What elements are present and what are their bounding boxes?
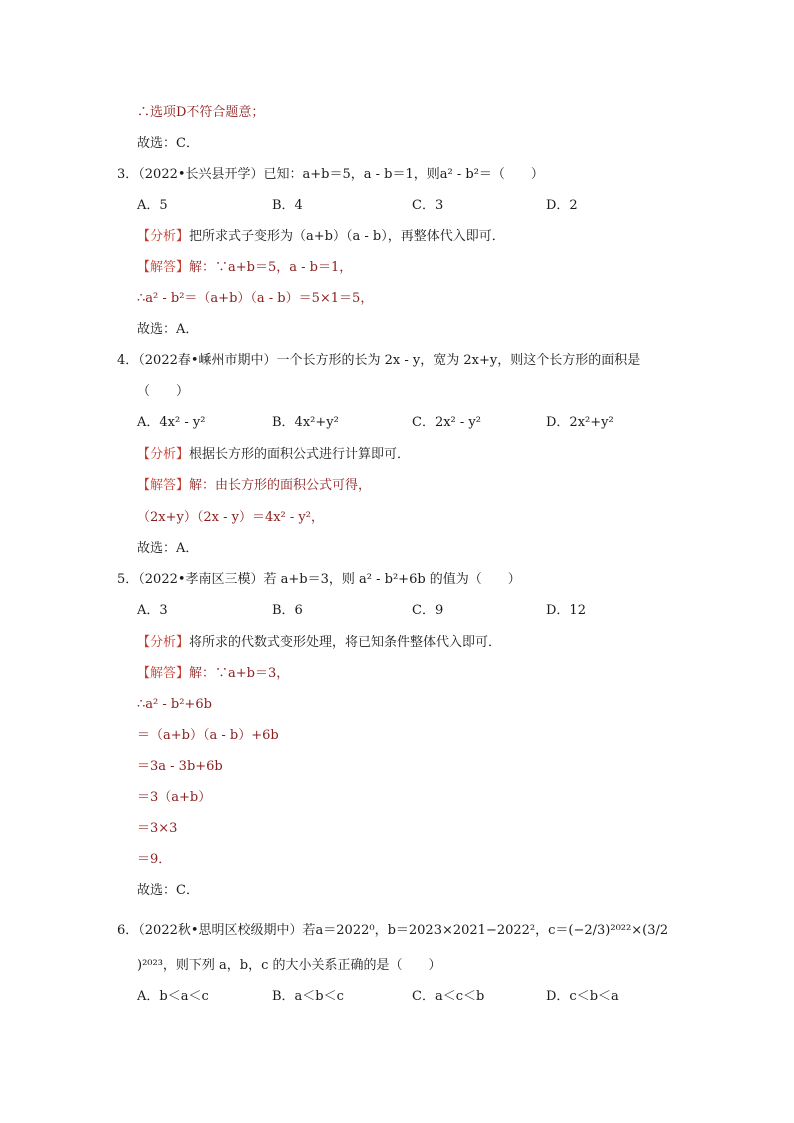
answer-line: 故选：C． xyxy=(137,883,199,898)
solution-line xyxy=(137,259,352,277)
option-d: D．12 xyxy=(546,603,586,618)
question-4-bracket: （ ） xyxy=(137,384,190,399)
solution-step: ＝（a+b）（a - b）+6b xyxy=(137,728,279,743)
question-5: 5．（2022•孝南区三模）若 a+b＝3，则 a² - b²+6b 的值为（ ） xyxy=(117,572,521,587)
answer-line: 故选：C． xyxy=(137,136,199,151)
solution-line xyxy=(137,477,371,495)
question-6-continued: )²⁰²³，则下列 a，b，c 的大小关系正确的是（ ） xyxy=(137,958,442,973)
solution-step: ＝9． xyxy=(137,852,172,867)
analysis-text: 把所求式子变形为（a+b）（a - b），再整体代入即可． xyxy=(189,229,505,244)
option-a: A．b＜a＜c xyxy=(137,989,209,1004)
option-b: B．4x²+y² xyxy=(272,415,339,430)
analysis-tag: 【分析】 xyxy=(137,447,190,462)
analysis-tag: 【分析】 xyxy=(137,635,190,650)
solution-tag: 【解答】 xyxy=(137,666,190,681)
option-d: D．2 xyxy=(546,198,578,213)
option-d: D．2x²+y² xyxy=(546,415,614,430)
option-d: D．c＜b＜a xyxy=(546,989,619,1004)
option-c: C．a＜c＜b xyxy=(412,989,485,1004)
analysis-text: 将所求的代数式变形处理，将已知条件整体代入即可． xyxy=(189,635,502,650)
analysis-line xyxy=(137,634,501,652)
analysis-line xyxy=(137,446,410,464)
analysis-line xyxy=(137,228,505,246)
solution-step: ∴a² - b²+6b xyxy=(137,697,212,712)
solution-text: 解：由长方形的面积公式可得， xyxy=(189,478,372,493)
option-b: B．4 xyxy=(272,198,303,213)
solution-step: ＝3a - 3b+6b xyxy=(137,759,223,774)
solution-text: 解：∵a+b＝5，a - b＝1， xyxy=(189,260,353,275)
solution-line xyxy=(137,665,289,683)
analysis-text: 根据长方形的面积公式进行计算即可． xyxy=(189,447,411,462)
solution-step: ∴a² - b²＝（a+b）（a - b）＝5×1＝5， xyxy=(137,291,374,306)
option-b: B．a＜b＜c xyxy=(272,989,344,1004)
analysis-tag: 【分析】 xyxy=(137,229,190,244)
option-c: C．3 xyxy=(412,198,444,213)
question-4: 4．（2022春•嵊州市期中）一个长方形的长为 2x - y，宽为 2x+y，则这个长方形的面积是 xyxy=(117,353,641,368)
solution-conclusion: ∴选项D不符合题意； xyxy=(137,105,265,120)
answer-line: 故选：A． xyxy=(137,322,199,337)
option-a: A．3 xyxy=(137,603,168,618)
option-a: A．4x² - y² xyxy=(137,415,206,430)
option-c: C．9 xyxy=(412,603,444,618)
solution-tag: 【解答】 xyxy=(137,478,190,493)
option-a: A．5 xyxy=(137,198,168,213)
solution-step: ＝3×3 xyxy=(137,821,178,836)
answer-line: 故选：A． xyxy=(137,541,199,556)
question-6: 6．（2022秋•思明区校级期中）若a＝2022⁰，b＝2023×2021−2022²，c＝(−2/3)²⁰²²×(3/2 xyxy=(117,923,669,938)
solution-step: （2x+y）（2x - y）＝4x² - y²， xyxy=(137,510,324,525)
solution-text: 解：∵a+b＝3， xyxy=(189,666,290,681)
solution-step: ＝3（a+b） xyxy=(137,790,212,805)
option-b: B．6 xyxy=(272,603,303,618)
option-c: C．2x² - y² xyxy=(412,415,481,430)
question-3: 3．（2022•长兴县开学）已知：a+b＝5，a - b＝1，则a² - b²＝（ ） xyxy=(117,167,544,182)
solution-tag: 【解答】 xyxy=(137,260,190,275)
